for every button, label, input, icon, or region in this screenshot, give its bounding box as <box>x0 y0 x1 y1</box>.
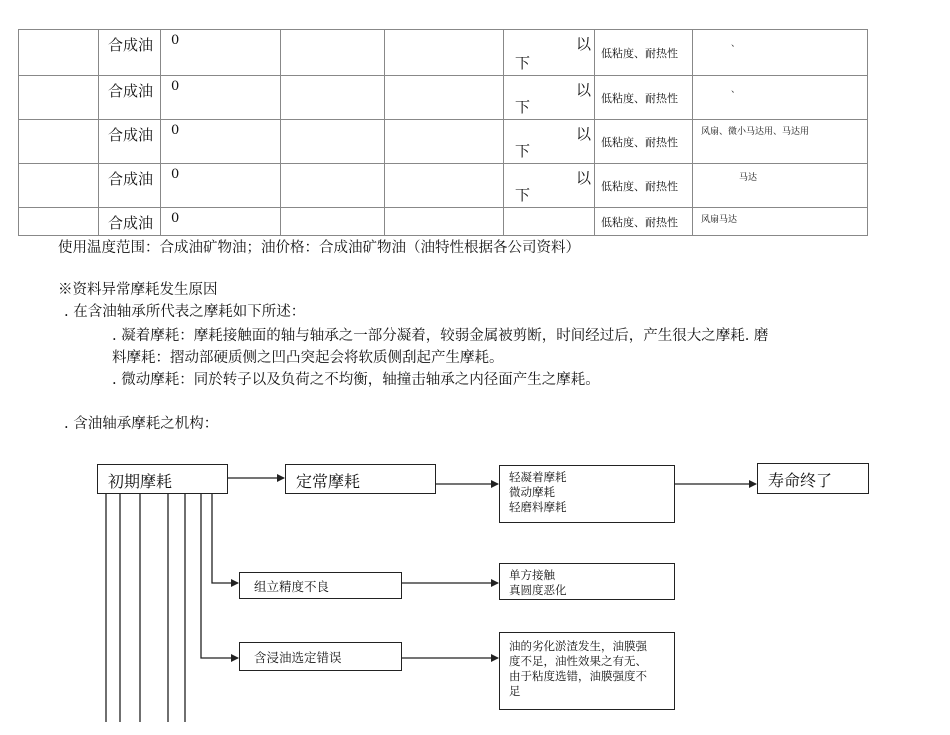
oil-name: 合成油 <box>108 82 154 100</box>
range-bottom: 下 <box>515 98 531 116</box>
usage: 马达 <box>739 173 758 183</box>
range-top: 以 <box>575 35 591 53</box>
range-bottom: 下 <box>515 54 531 72</box>
steady-wear-label: 定常摩耗 <box>296 472 361 491</box>
wear-type-item: 轻磨料摩耗 <box>509 500 567 514</box>
property: 低粘度、耐热性 <box>601 135 678 149</box>
oil-name: 合成油 <box>108 214 154 232</box>
value: 0 <box>171 123 180 138</box>
end-of-life-box <box>757 463 869 494</box>
usage-note: 使用温度范围：合成油矿物油；油价格：合成油矿物油（油特性根据各公司资料） <box>58 240 580 256</box>
arrow-initial-to-oil <box>201 493 238 658</box>
wear-type-item: 轻凝着摩耗 <box>509 470 567 484</box>
arrow-initial-to-assembly <box>212 493 238 583</box>
oil-name: 合成油 <box>108 126 154 144</box>
range-top: 以 <box>575 169 591 187</box>
property: 低粘度、耐热性 <box>601 179 678 193</box>
oil-name: 合成油 <box>108 36 154 54</box>
oil-selection-box <box>239 642 402 671</box>
usage: 、 <box>731 39 741 49</box>
value: 0 <box>171 33 180 48</box>
end-of-life-label: 寿命终了 <box>768 471 833 490</box>
oil-result-line: 度不足，油性效果之有无、 <box>509 654 647 668</box>
usage: 风扇马达 <box>701 215 738 225</box>
oil-result-line: 由于粘度选错，油膜强度不 <box>509 669 647 683</box>
item-1a-line2: 料摩耗：摺动部硬质侧之凹凸突起会将软质侧刮起产生摩耗。 <box>112 350 504 366</box>
wear-types-box <box>499 465 675 523</box>
assembly-result-box <box>499 563 675 600</box>
assembly-box <box>239 572 402 599</box>
range-bottom: 下 <box>515 186 531 204</box>
usage: 风扇、微小马达用、马达用 <box>701 127 810 137</box>
property: 低粘度、耐热性 <box>601 91 678 105</box>
steady-wear-box <box>285 464 436 494</box>
oil-result-line: 油的劣化淤渣发生，油膜强 <box>509 639 647 653</box>
initial-wear-label: 初期摩耗 <box>108 472 173 491</box>
assembly-result-item: 真圆度恶化 <box>509 583 567 597</box>
oil-result-box <box>499 632 675 710</box>
item-1b: . 微动摩耗：同於转子以及负荷之不均衡，轴撞击轴承之内径面产生之摩耗。 <box>112 372 600 388</box>
assembly-label: 组立精度不良 <box>254 578 330 594</box>
oil-name: 合成油 <box>108 170 154 188</box>
item-1a-line1: . 凝着摩耗：摩耗接触面的轴与轴承之一部分凝着，较弱金属被剪断，时间经过后，产生很大之摩耗. 磨 <box>112 328 769 344</box>
value: 0 <box>171 79 180 94</box>
usage: 、 <box>731 85 741 95</box>
property: 低粘度、耐热性 <box>601 215 678 229</box>
value: 0 <box>171 167 180 182</box>
oil-selection-label: 含浸油选定错误 <box>254 649 342 665</box>
assembly-result-item: 单方接触 <box>509 568 555 582</box>
item-2: . 含油轴承摩耗之机构： <box>64 416 219 432</box>
section-title: ※资料异常摩耗发生原因 <box>58 282 218 298</box>
range-top: 以 <box>575 125 591 143</box>
initial-wear-box <box>97 464 228 494</box>
oil-result-line: 足 <box>509 684 521 698</box>
value: 0 <box>171 211 180 226</box>
item-1: . 在含油轴承所代表之摩耗如下所述： <box>64 304 306 320</box>
property: 低粘度、耐热性 <box>601 46 678 60</box>
range-top: 以 <box>575 81 591 99</box>
range-bottom: 下 <box>515 142 531 160</box>
wear-type-item: 微动摩耗 <box>509 485 555 499</box>
